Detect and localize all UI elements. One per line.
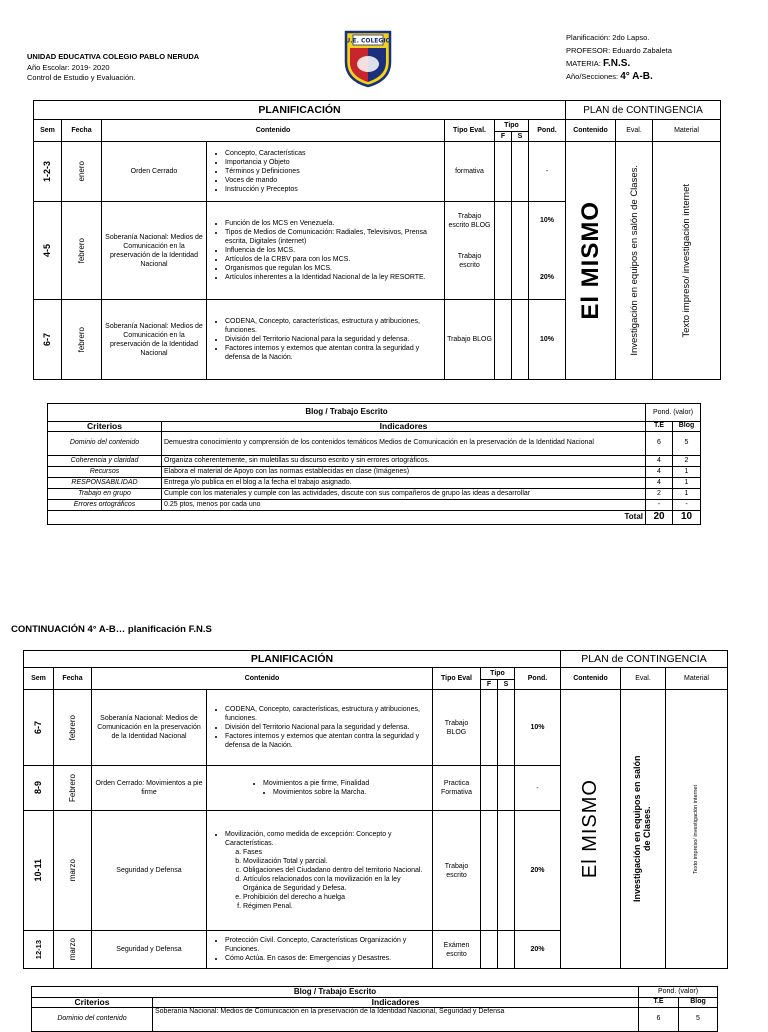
- list-item: • Función de los MCS en Venezuela.: [225, 219, 442, 228]
- table-row: [48, 432, 701, 456]
- list-item: • Concepto, Características: [225, 149, 442, 158]
- list-item: • Movimientos sobre la Marcha.: [273, 788, 430, 797]
- row-month: febrero: [77, 237, 86, 264]
- continuation-title: CONTINUACIÓN 4° A-B… planificación F.N.S: [11, 624, 212, 635]
- criteria-col-blog: Blog: [673, 422, 701, 432]
- table-row: [34, 142, 721, 202]
- row-month: febrero: [77, 326, 86, 353]
- list-item: a. Fases: [243, 848, 430, 857]
- row-content: [207, 690, 433, 766]
- row-month: febrero: [68, 714, 77, 741]
- planning-title: PLANIFICACIÓN: [24, 651, 561, 668]
- contingency-content: El MISMO: [577, 201, 604, 320]
- row-eval-type: Practica Formativa: [433, 766, 481, 811]
- criterion-te: -: [646, 500, 673, 511]
- list-item: • Instrucción y Preceptos: [225, 185, 442, 194]
- criteria-col-te: T.E: [646, 422, 673, 432]
- row-weight: -: [529, 142, 566, 202]
- list-item: e. Prohibición del derecho a huelga: [243, 893, 430, 902]
- col-eval: Eval.: [616, 120, 653, 142]
- list-item: • Artículos inherentes a la Identidad Nacional de la ley RESORTE.: [225, 273, 442, 282]
- list-item: • División del Territorio Nacional para la seguridad y defensa.: [225, 723, 430, 732]
- row-month: Febrero: [68, 773, 77, 802]
- list-item: • Importancia y Objeto: [225, 158, 442, 167]
- row-content: [207, 300, 445, 380]
- list-item: b. Movilización Total y parcial.: [243, 857, 430, 866]
- criterion-blog: 5: [679, 1008, 718, 1032]
- criterion-te: 4: [646, 467, 673, 478]
- total-blog: 10: [673, 511, 701, 525]
- criteria-col-indicadores: Indicadores: [153, 998, 639, 1008]
- col-sem: Sem: [34, 120, 62, 142]
- col-f: F: [495, 132, 512, 142]
- list-item: • CODENA, Concepto, características, estructura y atribuciones, funciones.: [225, 317, 442, 335]
- col-sem: Sem: [24, 668, 54, 690]
- contingency-content: El MISMO: [579, 779, 601, 879]
- col-contenido: Contenido: [102, 120, 445, 142]
- total-label: Total: [48, 511, 646, 525]
- list-item: c. Obligaciones del Ciudadano dentro del territorio Nacional.: [243, 866, 430, 875]
- criterion-name: Dominio del contenido: [32, 1008, 153, 1032]
- col-f: F: [481, 680, 498, 690]
- contingency-material: Texto impreso/ investigación internet: [693, 784, 699, 874]
- criterion-text: Cumple con los materiales y cumple con las actividades, discute con sus compañeros de grupo las ideas a desarrollar: [162, 489, 646, 500]
- teacher-name: PROFESOR: Eduardo Zabaleta: [566, 46, 672, 55]
- criteria-col-blog: Blog: [679, 998, 718, 1008]
- planning-title: PLANIFICACIÓN: [34, 101, 566, 120]
- list-item: • Voces de mando: [225, 176, 442, 185]
- total-te: 20: [646, 511, 673, 525]
- list-item: • Movimientos a pie firme, Finalidad: [263, 779, 430, 788]
- col-material: Material: [666, 668, 728, 690]
- list-item: • Influencia de los MCS.: [225, 246, 442, 255]
- row-topic: Seguridad y Defensa: [92, 811, 207, 931]
- total-row: [48, 511, 701, 525]
- row-topic: Soberanía Nacional: Medios de Comunicación en la preservación de la Identidad Nacional: [92, 690, 207, 766]
- subject-value: F.N.S.: [602, 58, 631, 69]
- criterion-text: Soberanía Nacional: Medios de Comunicación en la preservación de la Identidad Nacional, Seguridad y Defensa: [153, 1008, 639, 1032]
- row-eval-type-2: Trabajo escrito: [457, 253, 482, 269]
- col-tipo-eval: Tipo Eval.: [445, 120, 495, 142]
- row-month: enero: [77, 161, 86, 182]
- criteria-table-1: [47, 403, 701, 525]
- col-s: S: [512, 132, 529, 142]
- row-weight: 10%: [529, 300, 566, 380]
- table-row: [48, 500, 701, 511]
- plan-period: Planificación: 2do Lapso.: [566, 33, 650, 42]
- row-sem: 6-7: [42, 332, 52, 346]
- row-weight: 10%: [539, 217, 554, 224]
- contingency-material: Texto impreso/ investigación internet: [681, 183, 693, 338]
- row-eval-type: Trabajo escrito BLOG: [448, 213, 491, 229]
- col-eval: Eval.: [621, 668, 666, 690]
- criterion-blog: 1: [673, 478, 701, 489]
- school-header: [27, 52, 199, 84]
- row-sem: 4-5: [42, 243, 52, 257]
- plan-info: [566, 31, 672, 83]
- criterion-blog: 2: [673, 456, 701, 467]
- list-item: • Movilización, como medida de excepción: Concepto y Características.: [225, 830, 430, 848]
- table-row: [24, 690, 728, 766]
- criterion-blog: -: [673, 500, 701, 511]
- table-row: [48, 478, 701, 489]
- contingency-title: PLAN de CONTINGENCIA: [566, 101, 721, 120]
- criterion-name: Coherencia y claridad: [48, 456, 162, 467]
- criterion-name: Dominio del contenido: [48, 432, 162, 456]
- row-weight: 20%: [515, 931, 561, 969]
- criterion-name: Errores ortográficos: [48, 500, 162, 511]
- list-item: • Protección Civil. Concepto, Características Organización y Funciones.: [225, 936, 430, 954]
- row-weight: 10%: [515, 690, 561, 766]
- criterion-name: RESPONSABILIDAD: [48, 478, 162, 489]
- row-sem: 10-11: [33, 859, 43, 882]
- criteria-col-criterios: Criterios: [32, 998, 153, 1008]
- col-cont-contenido: Contenido: [566, 120, 616, 142]
- col-pond: Pond.: [515, 668, 561, 690]
- table-row: [32, 1008, 718, 1032]
- list-item: d. Artículos relacionados con la movilización en la ley Orgánica de Seguridad y Defesa.: [243, 875, 430, 893]
- criterion-blog: 1: [673, 489, 701, 500]
- row-eval-type: Trabajo BLOG: [433, 690, 481, 766]
- criterion-text: Demuestra conocimiento y comprensión de los contenidos temáticos Medios de Comunicación en la preservación de la Identidad Nacional: [162, 432, 646, 456]
- list-item: • Cómo Actúa. En casos de: Emergencias y Desastres.: [225, 954, 430, 963]
- criteria-col-indicadores: Indicadores: [162, 422, 646, 432]
- criteria-col-te: T.E: [639, 998, 679, 1008]
- row-topic: Seguridad y Defensa: [92, 931, 207, 969]
- list-item: f. Régimen Penal.: [243, 902, 430, 911]
- row-topic: Orden Cerrado: [102, 142, 207, 202]
- row-weight: -: [515, 766, 561, 811]
- table-row: [48, 489, 701, 500]
- col-tipo: Tipo: [481, 668, 515, 680]
- criterion-te: 6: [646, 432, 673, 456]
- criterion-blog: 5: [673, 432, 701, 456]
- row-sem: 12-13: [34, 939, 43, 960]
- control-label: Control de Estudio y Evaluación.: [27, 73, 136, 82]
- criterion-name: Trabajo en grupo: [48, 489, 162, 500]
- row-content: [207, 811, 433, 931]
- row-content: [207, 766, 433, 811]
- col-fecha: Fecha: [62, 120, 102, 142]
- row-eval-type: formativa: [445, 142, 495, 202]
- criteria-pond-head: Pond. (valor): [639, 987, 718, 998]
- row-weight: 20%: [515, 811, 561, 931]
- col-tipo: Tipo: [495, 120, 529, 132]
- criterion-text: Elabora el material de Apoyo con las normas establecidas en clase (Imágenes): [162, 467, 646, 478]
- row-content: [207, 142, 445, 202]
- col-material: Material: [653, 120, 721, 142]
- criteria-title: Blog / Trabajo Escrito: [32, 987, 639, 998]
- row-topic: Orden Cerrado: Movimientos a pie firme: [92, 766, 207, 811]
- col-cont-contenido: Contenido: [561, 668, 621, 690]
- col-tipo-eval: Tipo Eval: [433, 668, 481, 690]
- school-name: UNIDAD EDUCATIVA COLEGIO PABLO NERUDA: [27, 52, 200, 61]
- row-month: marzo: [68, 859, 77, 882]
- criterion-text: Organiza coherentemente, sin muletillas su discurso escrito y sin errores ortográficos.: [162, 456, 646, 467]
- criteria-col-criterios: Criterios: [48, 422, 162, 432]
- subject-line: MATERIA: F.N.S.: [566, 58, 631, 69]
- list-item: • CODENA, Concepto, características, estructura y atribuciones, funciones.: [225, 705, 430, 723]
- criteria-pond-head: Pond. (valor): [646, 404, 701, 422]
- list-item: • Factores internos y externos que atentan contra la seguridad y defensa de la Nación.: [225, 732, 430, 750]
- criterion-te: 4: [646, 478, 673, 489]
- list-item: • Factores internos y externos que atentan contra la seguridad y defensa de la Nación.: [225, 344, 442, 362]
- criterion-te: 2: [646, 489, 673, 500]
- contingency-eval: Investigación en equipos en salón de Clases.: [632, 755, 652, 903]
- logo-text: U.E. COLEGIO: [345, 37, 391, 45]
- list-item: • División del Territorio Nacional para la seguridad y defensa.: [225, 335, 442, 344]
- list-item: • Organismos que regulan los MCS.: [225, 264, 442, 273]
- criterion-text: 0.25 ptos, menos por cada uno: [162, 500, 646, 511]
- criterion-text: Entrega y/o publica en el blog a la fecha el trabajo asignado.: [162, 478, 646, 489]
- sections-value: 4° A-B.: [620, 71, 653, 82]
- table-row: [48, 467, 701, 478]
- row-sem: 6-7: [33, 720, 43, 734]
- criteria-title: Blog / Trabajo Escrito: [48, 404, 646, 422]
- list-item: • Términos y Definiciones: [225, 167, 442, 176]
- criterion-name: Recursos: [48, 467, 162, 478]
- row-eval-type: Exámen escrito: [433, 931, 481, 969]
- contingency-eval: Investigación en equipos en salón de Clases.: [628, 165, 640, 356]
- row-content: [207, 202, 445, 300]
- contingency-title: PLAN de CONTINGENCIA: [561, 651, 728, 668]
- row-topic: Soberanía Nacional: Medios de Comunicación en la preservación de la Identidad Nacional: [102, 300, 207, 380]
- row-eval-type: Trabajo escrito: [433, 811, 481, 931]
- criteria-table-2: [31, 986, 718, 1032]
- col-s: S: [498, 680, 515, 690]
- row-weight-2: 20%: [539, 274, 554, 281]
- row-eval-type: Trabajo BLOG: [445, 300, 495, 380]
- row-sem: 1-2-3: [42, 160, 52, 182]
- school-logo-icon: [342, 26, 394, 88]
- row-topic: Soberanía Nacional: Medios de Comunicación en la preservación de la Identidad Nacional: [102, 202, 207, 300]
- criterion-blog: 1: [673, 467, 701, 478]
- row-content: [207, 931, 433, 969]
- criterion-te: 4: [646, 456, 673, 467]
- list-item: • Artículos de la CRBV para con los MCS.: [225, 255, 442, 264]
- sections-line: Año/Secciones: 4° A-B.: [566, 71, 653, 82]
- row-sem: 8-9: [33, 781, 43, 795]
- planning-table-1: [33, 100, 721, 380]
- school-year: Año Escolar: 2019- 2020: [27, 62, 110, 72]
- col-pond: Pond.: [529, 120, 566, 142]
- col-fecha: Fecha: [54, 668, 92, 690]
- planning-table-2: [23, 650, 728, 969]
- row-month: marzo: [68, 938, 77, 961]
- criterion-te: 6: [639, 1008, 679, 1032]
- col-contenido: Contenido: [92, 668, 433, 690]
- list-item: • Tipos de Medios de Comunicación: Radiales, Televisivos, Prensa escrita, Digitales (internet): [225, 228, 442, 246]
- table-row: [48, 456, 701, 467]
